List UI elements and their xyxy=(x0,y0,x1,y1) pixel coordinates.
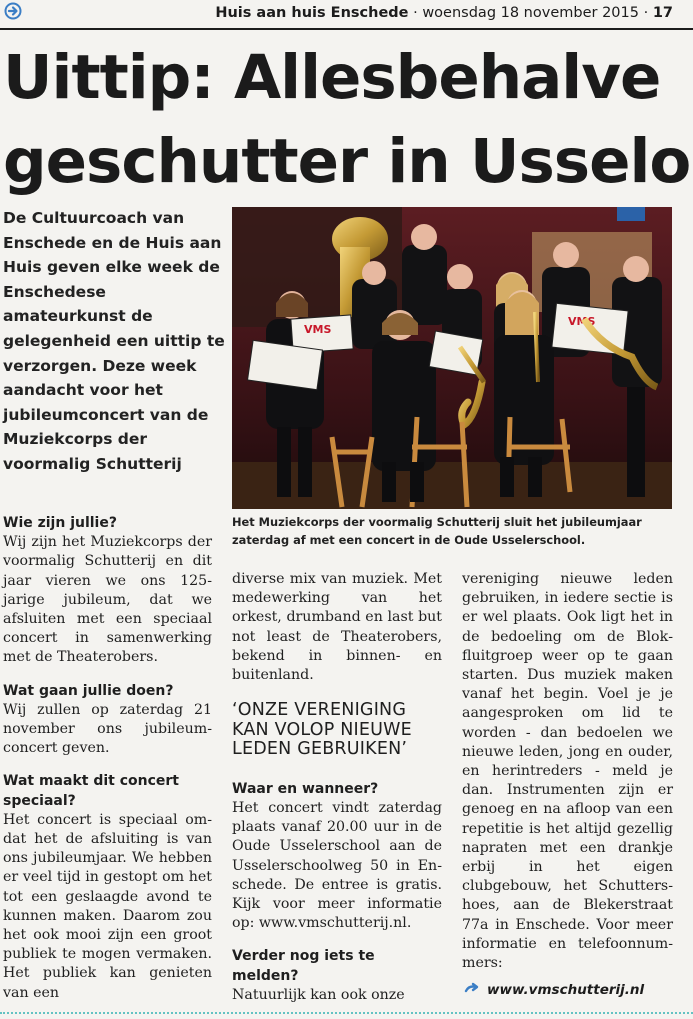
website-link-row[interactable] xyxy=(464,982,674,998)
music-stand-label: VMS xyxy=(568,315,596,328)
intro-text: De Cultuurcoach van Enschede en de Huis aan Huis geven elke week de Enschedese amateurkunst de gelegenheid een uittip te verzorgen. Deze week aandacht voor het jubileumconcert van de Muziekcorps der voormalig Schutterij xyxy=(3,209,225,473)
paragraph-special: Het concert is speciaal omdat het de afsluiting is van ons jubileumjaar. We hebben er veel tijd in gestopt om het tot een geslaagde avond te kunnen maken. Daarom zou het ook mooi zijn een groot publiek te mogen vermaken. Het publiek kan genieten van een xyxy=(3,811,212,1001)
band-photo xyxy=(232,207,672,509)
subheading-where-when: Waar en wanneer? xyxy=(232,780,379,797)
photo-caption: Het Muziekcorps der voormalig Schutterij sluit het jubileumjaar zaterdag af met een concert in de Oude Usselerschool. xyxy=(232,515,642,547)
band-photo-illustration xyxy=(232,207,672,509)
subheading-who: Wie zijn jullie? xyxy=(3,515,117,531)
website-link[interactable]: www.vmschutterij.nl xyxy=(487,982,645,998)
paragraph-where-when: Het concert vindt zaterdag plaats vanaf 20.00 uur in de Oude Usselerschool aan de Usselerschoolweg 50 in Enschede. De entree is gratis. Kijk voor meer informatie op: www.vmschutterij.nl. xyxy=(232,799,442,932)
arrow-right-icon xyxy=(464,982,481,996)
headline-line-1: Uittip: Allesbehalve xyxy=(3,42,661,113)
issue-date: woensdag 18 november 2015 xyxy=(422,5,639,21)
bottom-dotted-rule xyxy=(0,1012,693,1014)
running-header xyxy=(215,5,673,21)
paragraph-who: Wij zijn het Muziekcorps der voormalig Schutterij en dit jaar vieren we ons 125-jarige jubileum, dat we afsluiten met een speciaal concert in samenwerking met de Theaterobers. xyxy=(3,534,212,666)
article-column-3 xyxy=(462,570,673,973)
header-rule xyxy=(0,28,693,30)
headline-line-2: geschutter in Usselo xyxy=(3,126,691,197)
paragraph-other: Natuurlijk kan ook onze xyxy=(232,986,405,1003)
header-separator: · xyxy=(413,5,418,21)
arrow-right-icon xyxy=(4,2,22,20)
paragraph-mix: diverse mix van muziek. Met medewerking van het orkest, drumband en last but not least de Theaterobers, bekend in binnen- en buitenland. xyxy=(232,571,442,684)
headline xyxy=(3,36,691,204)
publication-name: Huis aan huis Enschede xyxy=(215,5,409,21)
article-column-1 xyxy=(3,514,212,1003)
subheading-what: Wat gaan jullie doen? xyxy=(3,682,174,699)
pull-quote: ‘ONZE VERENIGING KAN VOLOP NIEUWE LEDEN GEBRUIKEN’ xyxy=(232,700,412,760)
subheading-other: Verder nog iets te melden? xyxy=(232,948,375,984)
article-column-2 xyxy=(232,570,442,1005)
paragraph-members: vereniging nieuwe leden gebruiken, in iedere sectie is er wel plaats. Ook ligt het in de bedoeling om de Blokfluitgroep weer op te gaan starten. Dus muziek maken vanaf het begin. Voel je je aangesproken om lid te worden - dan bedoelen we nieuwe leden, jong en ouder, en herintreders - meld je dan. Instrumenten zijn er genoeg en na afloop van een repetitie is het altijd gezellig napraten met een drankje erbij in het eigen clubgebouw, het Schuttershoes, aan de Blekerstraat 77a in Enschede. Voor meer informatie en telefoonnummers: xyxy=(462,571,673,972)
header-separator: · xyxy=(643,5,649,21)
subheading-special: Wat maakt dit concert speciaal? xyxy=(3,773,179,809)
music-stand-label: VMS xyxy=(304,323,332,336)
paragraph-what: Wij zullen op zaterdag 21 november ons jubileumconcert geven. xyxy=(3,701,212,757)
page-number: 17 xyxy=(652,5,673,21)
